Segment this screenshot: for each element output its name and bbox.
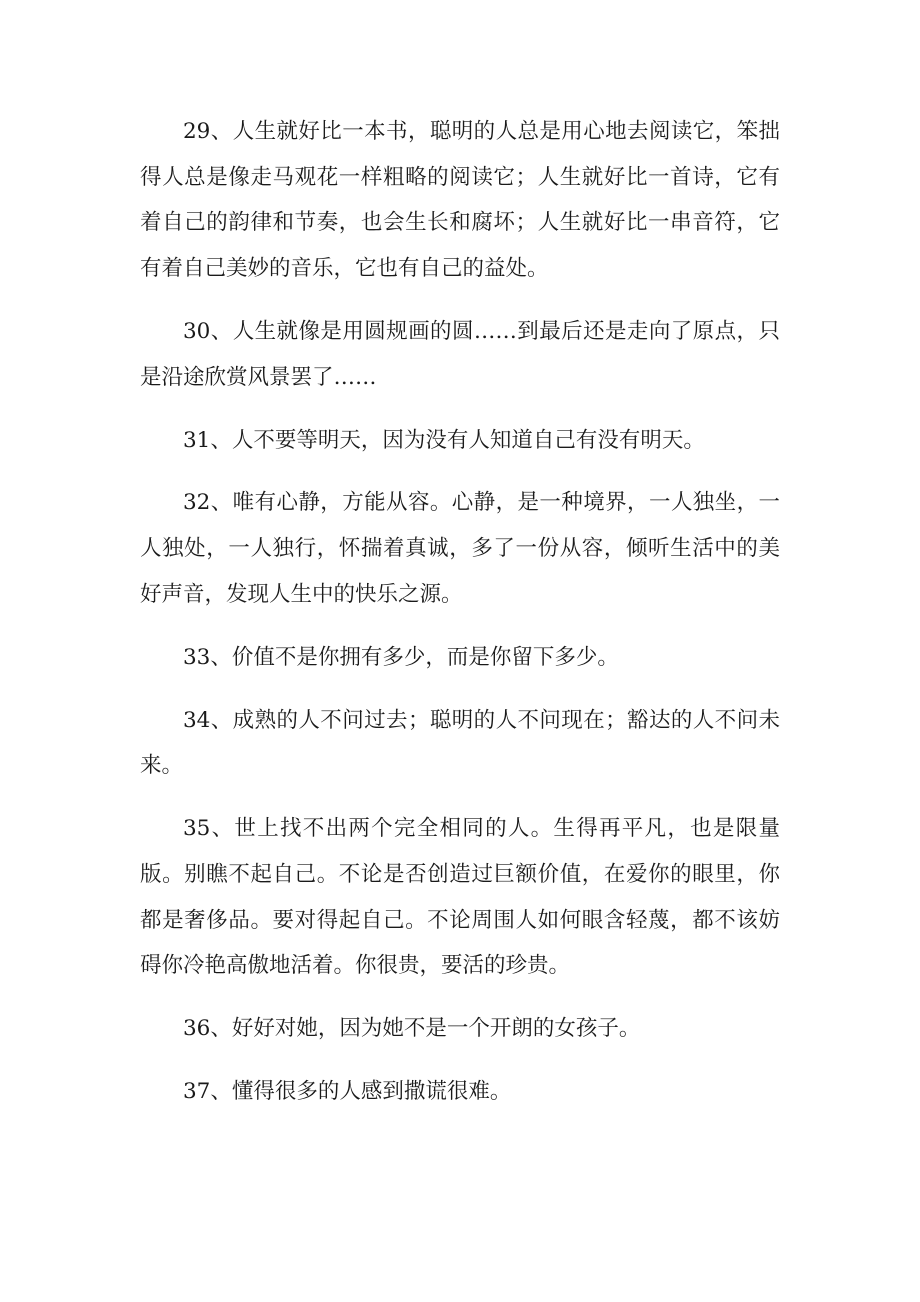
paragraph-31: 31、人不要等明天，因为没有人知道自己有没有明天。 xyxy=(183,427,705,453)
document-body xyxy=(140,109,780,1132)
paragraph-35: 35、世上找不出两个完全相同的人。生得再平凡，也是限量版。别瞧不起自己。不论是否创造过巨额价值，在爱你的眼里，你都是奢侈品。要对得起自己。不论周围人如何眼含轻蔑，都不该妨碍你冷艳高傲地活着。你很贵，要活的珍贵。 xyxy=(140,816,780,979)
paragraph-34: 34、成熟的人不问过去；聪明的人不问现在；豁达的人不问未来。 xyxy=(140,707,780,779)
paragraph-33: 33、价值不是你拥有多少，而是你留下多少。 xyxy=(183,644,619,670)
paragraph-30: 30、人生就像是用圆规画的圆……到最后还是走向了原点，只是沿途欣赏风景罢了…… xyxy=(140,319,780,390)
paragraph-32: 32、唯有心静，方能从容。心静，是一种境界，一人独坐，一人独处，一人独行，怀揣着真诚，多了一份从容，倾听生活中的美好声音，发现人生中的快乐之源。 xyxy=(140,490,780,607)
paragraph-29: 29、人生就好比一本书，聪明的人总是用心地去阅读它，笨拙得人总是像走马观花一样粗略的阅读它；人生就好比一首诗，它有着自己的韵律和节奏，也会生长和腐坏；人生就好比一串音符，它有着自己美妙的音乐，它也有自己的益处。 xyxy=(140,119,780,282)
paragraph-37: 37、懂得很多的人感到撒谎很难。 xyxy=(183,1079,512,1105)
paragraph-36: 36、好好对她，因为她不是一个开朗的女孩子。 xyxy=(183,1016,641,1042)
